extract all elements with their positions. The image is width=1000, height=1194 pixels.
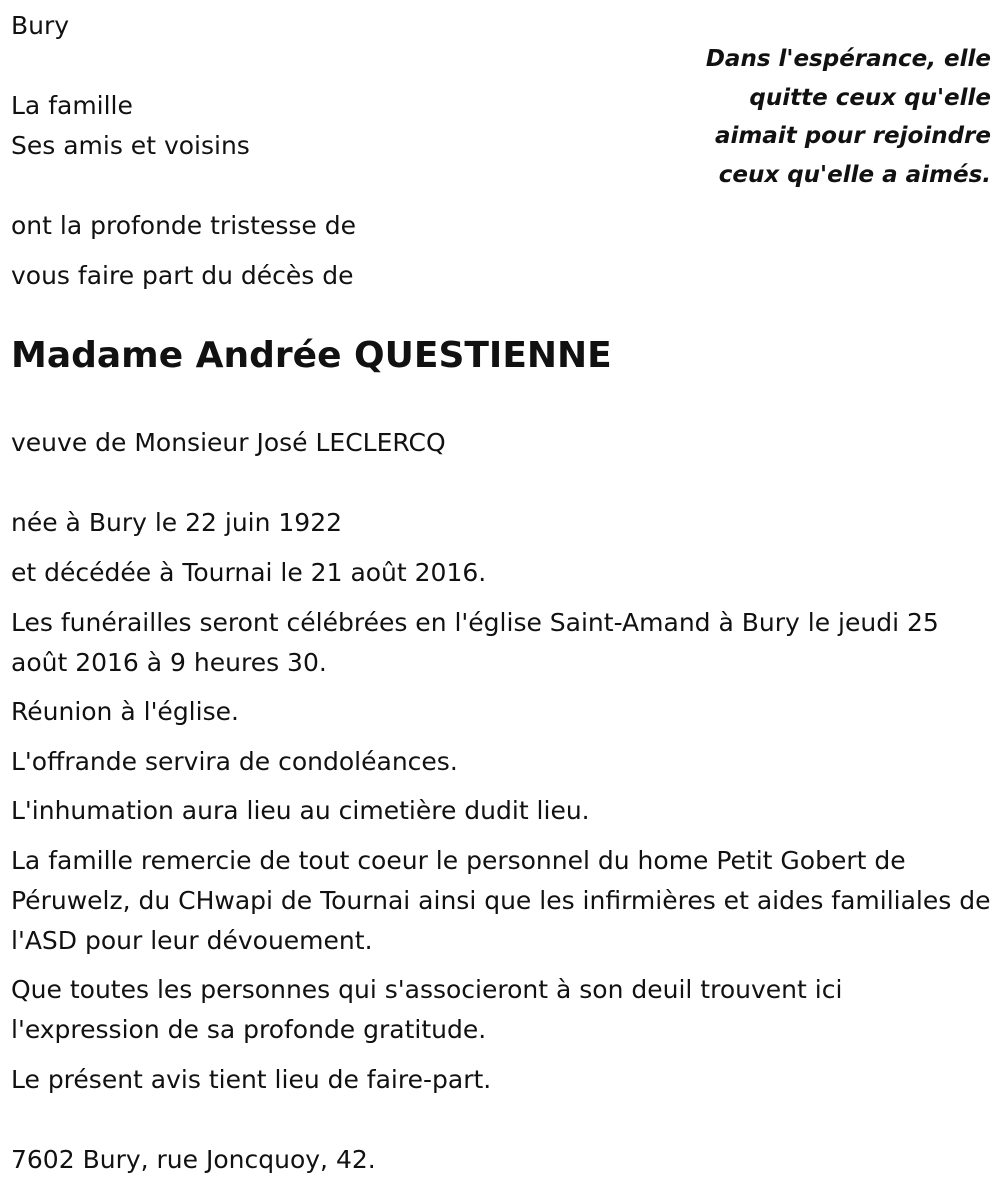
deceased-name: Madame Andrée QUESTIENNE — [11, 335, 612, 376]
offering-line: L'offrande servira de condoléances. — [11, 747, 458, 776]
place-heading: Bury — [11, 11, 70, 40]
friends-line: Ses amis et voisins — [11, 131, 250, 160]
burial-line: L'inhumation aura lieu au cimetière dudit lieu. — [11, 796, 590, 825]
birth-line: née à Bury le 22 juin 1922 — [11, 508, 343, 537]
epitaph-quote: Dans l'espérance, elle quitte ceux qu'elle aimait pour rejoindre ceux qu'elle a aimés. — [705, 46, 991, 188]
funeral-paragraph: Les funérailles seront célébrées en l'église Saint-Amand à Bury le jeudi 25 août 2016 à 9 heures 30. — [11, 608, 939, 677]
family-line: La famille — [11, 91, 133, 120]
announce-line-2: vous faire part du décès de — [11, 261, 354, 290]
thanks-paragraph: La famille remercie de tout coeur le personnel du home Petit Gobert de Péruwelz, du CHwapi de Tournai ainsi que les infirmières et aides familiales de l'ASD pour leur dévouement. — [11, 846, 991, 955]
address-line: 7602 Bury, rue Joncquoy, 42. — [11, 1145, 376, 1174]
gratitude-paragraph: Que toutes les personnes qui s'associeront à son deuil trouvent ici l'expression de sa profonde gratitude. — [11, 975, 843, 1044]
spouse-line: veuve de Monsieur José LECLERCQ — [11, 428, 446, 457]
death-line: et décédée à Tournai le 21 août 2016. — [11, 558, 487, 587]
announce-line-1: ont la profonde tristesse de — [11, 211, 356, 240]
meeting-line: Réunion à l'église. — [11, 697, 239, 726]
notice-line: Le présent avis tient lieu de faire-part. — [11, 1065, 492, 1094]
